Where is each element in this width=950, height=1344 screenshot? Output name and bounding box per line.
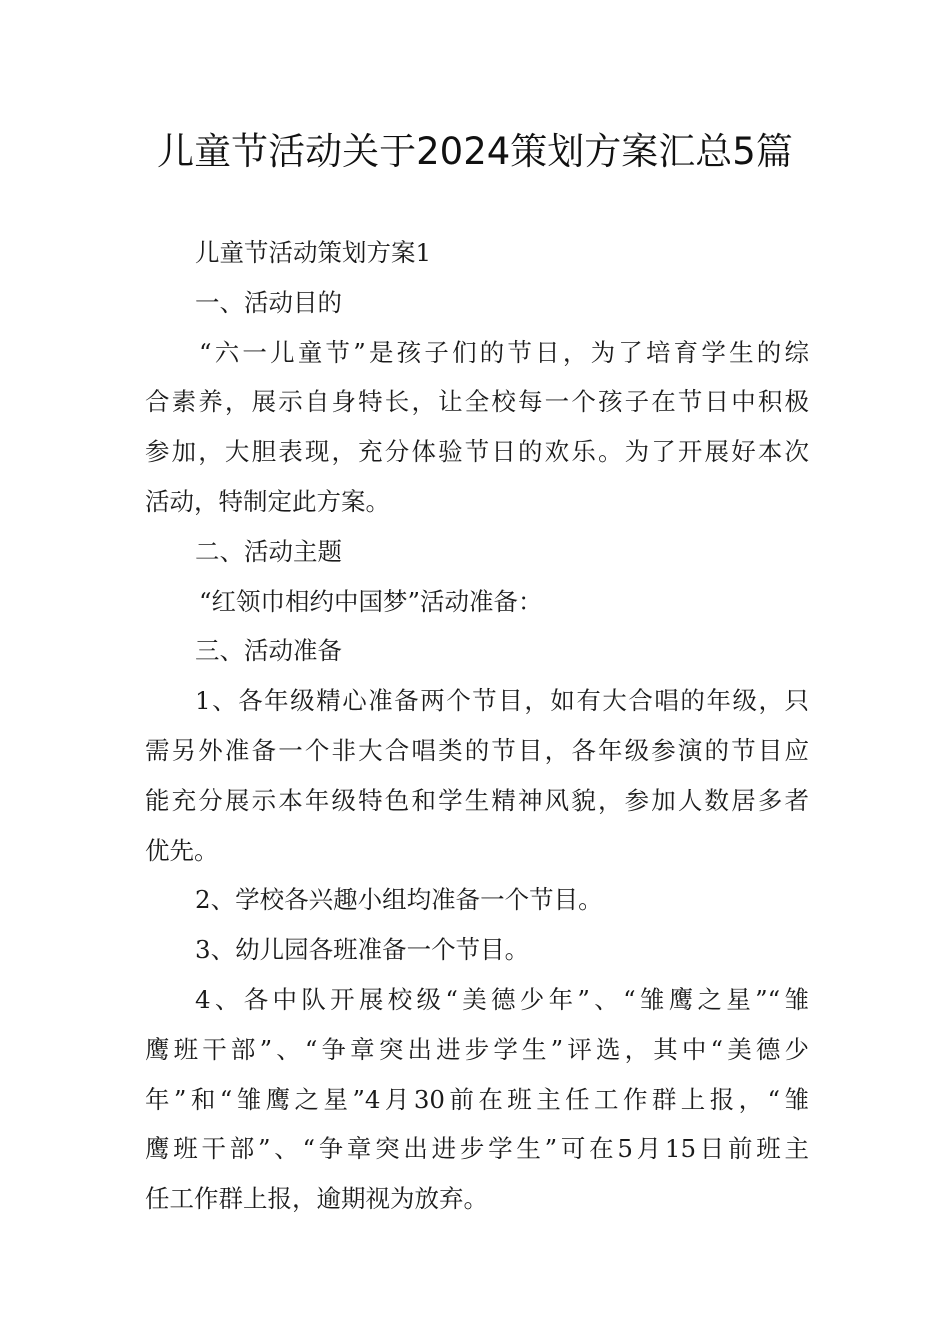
section-heading-plan-1: 儿童节活动策划方案1 [195, 238, 432, 267]
heading-activity-purpose: 一、活动目的 [195, 287, 342, 317]
paragraph-line: 鹰班干部”、“争章突出进步学生”评选，其中“美德少 [145, 1034, 809, 1064]
paragraph-line: 4、各中队开展校级“美德少年”、“雏鹰之星”“雏 [195, 984, 809, 1014]
document-body [145, 228, 809, 1224]
paragraph-line: 鹰班干部”、“争章突出进步学生”可在5月15日前班主 [145, 1134, 809, 1164]
paragraph-line: 能充分展示本年级特色和学生精神风貌，参加人数居多者 [145, 785, 809, 815]
paragraph-line: 优先。 [145, 835, 219, 865]
paragraph-line: 3、幼儿园各班准备一个节目。 [195, 935, 530, 965]
paragraph-line: 活动，特制定此方案。 [145, 486, 390, 516]
paragraph-line: 合素养，展示自身特长，让全校每一个孩子在节日中积极 [145, 387, 809, 417]
paragraph-line: 年”和“雏鹰之星”4月30前在班主任工作群上报，“雏 [145, 1084, 809, 1114]
document-title: 儿童节活动关于2024策划方案汇总5篇 [157, 130, 793, 173]
heading-activity-preparation: 三、活动准备 [195, 636, 342, 666]
paragraph-line: 2、学校各兴趣小组均准备一个节目。 [195, 885, 603, 915]
paragraph-line: 任工作群上报，逾期视为放弃。 [145, 1184, 488, 1214]
paragraph-line: “六一儿童节”是孩子们的节日，为了培育学生的综 [199, 337, 809, 367]
heading-activity-theme: 二、活动主题 [195, 536, 342, 566]
paragraph-line: 需另外准备一个非大合唱类的节目，各年级参演的节目应 [145, 735, 809, 765]
paragraph-line: “红领巾相约中国梦”活动准备： [199, 586, 543, 616]
paragraph-line: 1、各年级精心准备两个节目，如有大合唱的年级，只 [195, 686, 809, 716]
paragraph-line: 参加，大胆表现，充分体验节日的欢乐。为了开展好本次 [145, 437, 809, 467]
